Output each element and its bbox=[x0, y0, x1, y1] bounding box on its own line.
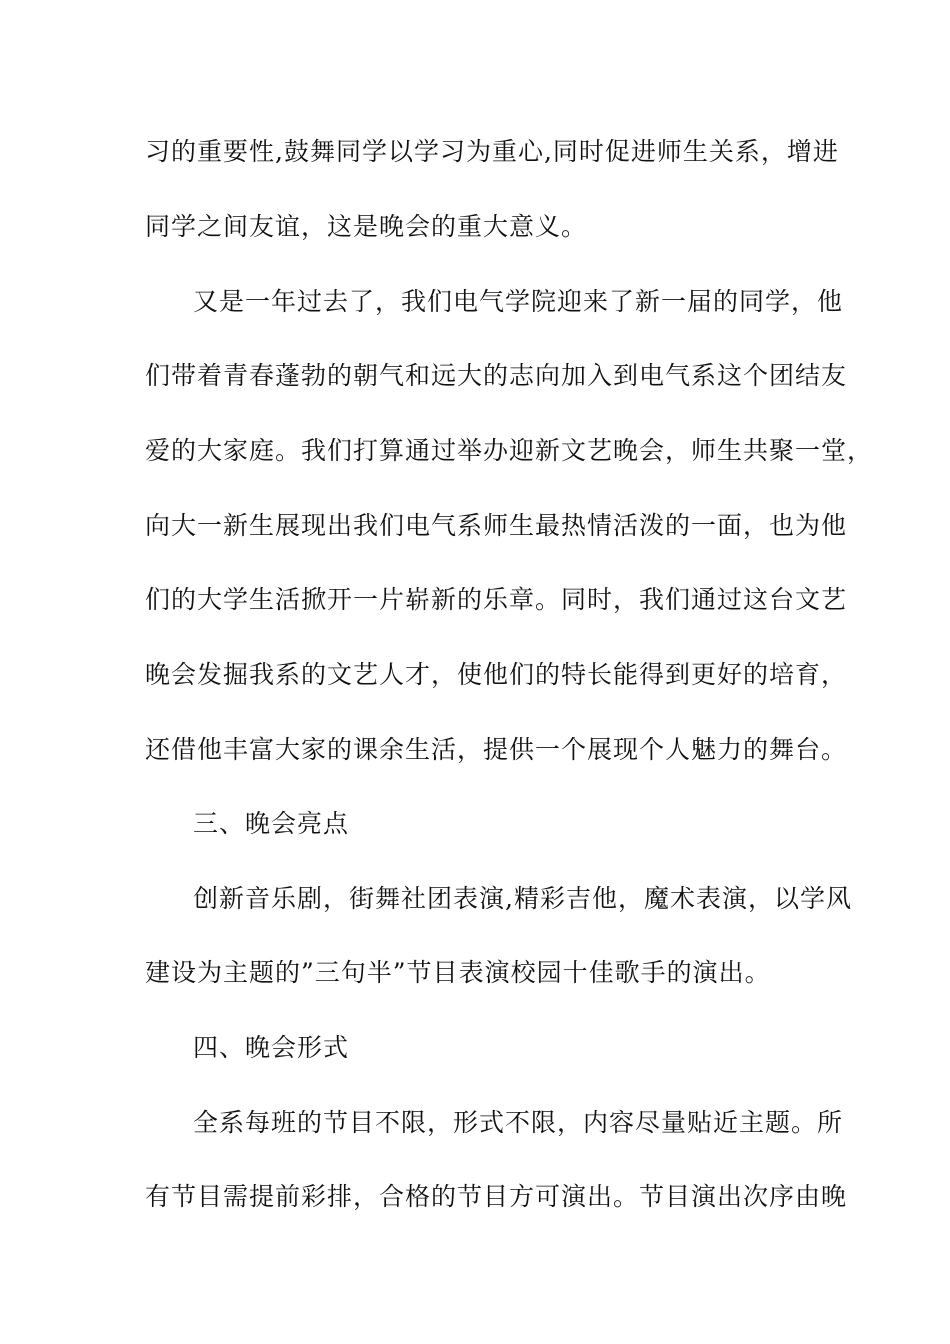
paragraph-line: 们带着青春蓬勃的朝气和远大的志向加入到电气系这个团结友 bbox=[145, 361, 848, 390]
paragraph-line: 还借他丰富大家的课余生活，提供一个展现个人魅力的舞台。 bbox=[145, 735, 848, 764]
paragraph-line: 有节目需提前彩排，合格的节目方可演出。节目演出次序由晚 bbox=[145, 1182, 848, 1211]
paragraph-line: 爱的大家庭。我们打算通过举办迎新文艺晚会，师生共聚一堂， bbox=[145, 436, 874, 465]
paragraph-line: 建设为主题的”三句半”节目表演校园十佳歌手的演出。 bbox=[145, 958, 771, 987]
paragraph-line: 晚会发掘我系的文艺人才，使他们的特长能得到更好的培育， bbox=[145, 660, 848, 689]
paragraph-line: 们的大学生活掀开一片崭新的乐章。同时，我们通过这台文艺 bbox=[145, 585, 848, 614]
section-heading: 三、晚会亮点 bbox=[193, 809, 350, 838]
paragraph-line: 习的重要性,鼓舞同学以学习为重心,同时促进师生关系，增进 bbox=[145, 137, 839, 166]
paragraph-line: 全系每班的节目不限，形式不限，内容尽量贴近主题。所 bbox=[193, 1108, 844, 1137]
section-heading: 四、晚会形式 bbox=[193, 1033, 350, 1062]
paragraph-line: 又是一年过去了，我们电气学院迎来了新一届的同学，他 bbox=[193, 287, 844, 316]
paragraph-line: 向大一新生展现出我们电气系师生最热情活泼的一面，也为他 bbox=[145, 511, 848, 540]
paragraph-line: 同学之间友谊，这是晚会的重大意义。 bbox=[145, 212, 588, 241]
paragraph-line: 创新音乐剧，街舞社团表演,精彩吉他，魔术表演，以学风 bbox=[193, 884, 852, 913]
